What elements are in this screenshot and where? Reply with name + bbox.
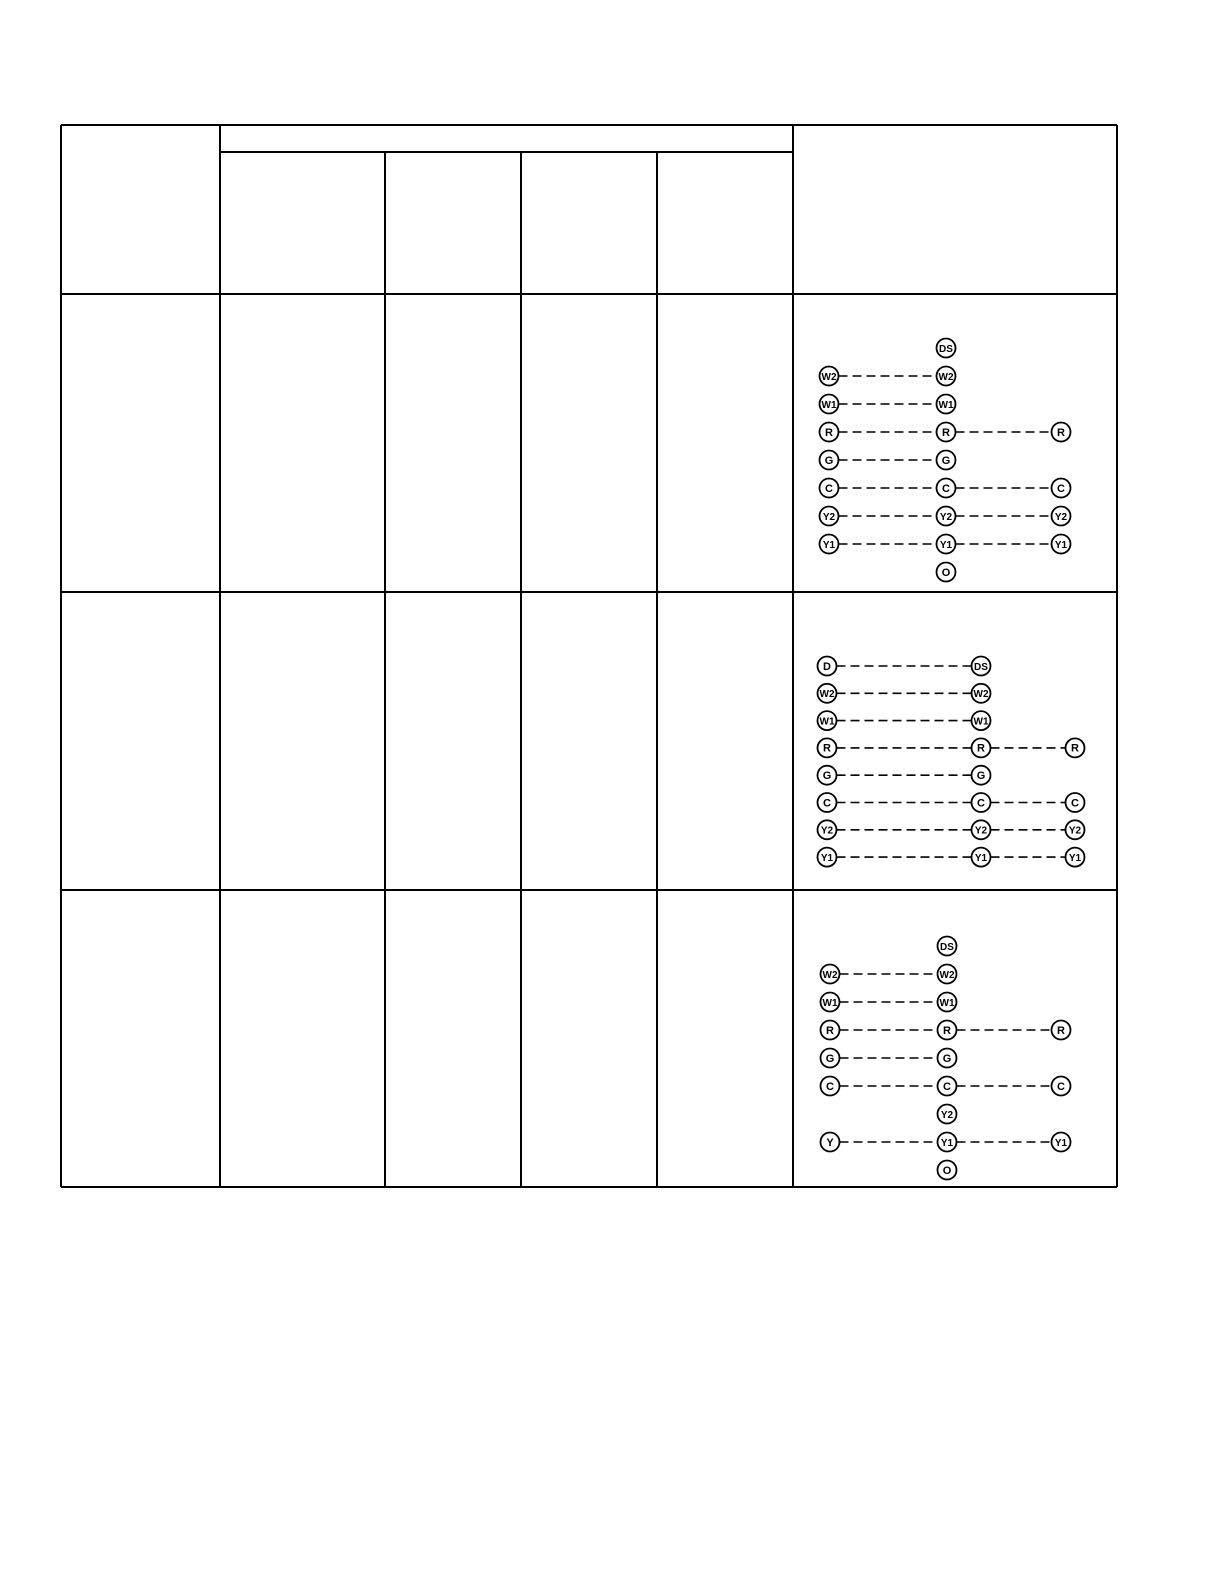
terminal-label: Y2 xyxy=(820,825,834,837)
terminal-left-r xyxy=(821,1021,840,1040)
terminal-left-y1 xyxy=(818,848,837,867)
wiring-diagrams xyxy=(818,339,1085,1180)
terminal-label: C xyxy=(1057,482,1065,495)
terminal-right-r xyxy=(1052,1021,1071,1040)
terminal-middle-w2 xyxy=(938,965,957,984)
terminal-label: W2 xyxy=(821,371,837,383)
terminal-middle-y2 xyxy=(937,507,956,526)
terminal-label: R xyxy=(1057,426,1065,439)
terminal-label: C xyxy=(826,1080,834,1093)
terminal-label: W1 xyxy=(973,716,989,728)
terminal-label: Y1 xyxy=(939,539,953,551)
wiring-diagram-row-1 xyxy=(820,339,1071,582)
terminal-label: C xyxy=(1071,797,1079,810)
terminal-label: Y2 xyxy=(822,511,836,523)
terminal-label: Y1 xyxy=(974,852,988,864)
terminal-left-w2 xyxy=(821,965,840,984)
terminal-middle-y1 xyxy=(937,535,956,554)
terminal-label: R xyxy=(823,742,831,755)
terminal-label: O xyxy=(942,1164,952,1177)
terminal-label: D xyxy=(823,660,831,673)
terminal-label: Y1 xyxy=(1054,539,1068,551)
terminal-label: G xyxy=(941,454,951,467)
terminal-right-c xyxy=(1066,793,1085,812)
terminal-label: R xyxy=(977,742,985,755)
table-grid-lines xyxy=(61,125,1117,1187)
terminal-label: Y xyxy=(826,1136,834,1149)
terminal-middle-w1 xyxy=(937,395,956,414)
terminal-label: Y1 xyxy=(820,852,834,864)
terminal-label: DS xyxy=(940,941,954,953)
terminal-left-y2 xyxy=(820,507,839,526)
terminal-label: Y1 xyxy=(940,1137,954,1149)
terminal-left-w2 xyxy=(820,367,839,386)
terminal-middle-c xyxy=(972,793,991,812)
terminal-middle-ds xyxy=(938,937,957,956)
terminal-middle-o xyxy=(937,563,956,582)
terminal-middle-w2 xyxy=(937,367,956,386)
terminal-middle-y1 xyxy=(938,1133,957,1152)
terminal-left-w2 xyxy=(818,684,837,703)
terminal-right-r xyxy=(1066,738,1085,757)
terminal-middle-r xyxy=(938,1021,957,1040)
terminal-middle-c xyxy=(937,479,956,498)
terminal-middle-y1 xyxy=(972,848,991,867)
terminal-left-g xyxy=(821,1049,840,1068)
terminal-middle-c xyxy=(938,1077,957,1096)
terminal-middle-w1 xyxy=(938,993,957,1012)
terminal-label: Y2 xyxy=(1054,511,1068,523)
terminal-label: G xyxy=(825,1052,835,1065)
terminal-left-g xyxy=(818,766,837,785)
terminal-middle-o xyxy=(938,1161,957,1180)
wiring-diagram-row-2 xyxy=(818,657,1085,867)
terminal-label: W1 xyxy=(819,716,835,728)
terminal-left-w1 xyxy=(820,395,839,414)
terminal-label: R xyxy=(825,426,833,439)
terminal-right-y2 xyxy=(1052,507,1071,526)
terminal-middle-w1 xyxy=(972,711,991,730)
terminal-left-y2 xyxy=(818,820,837,839)
terminal-middle-y2 xyxy=(938,1105,957,1124)
terminal-label: Y1 xyxy=(822,539,836,551)
terminal-label: Y2 xyxy=(940,1109,954,1121)
terminal-label: O xyxy=(941,566,951,579)
terminal-middle-y2 xyxy=(972,820,991,839)
terminal-label: C xyxy=(942,482,950,495)
terminal-label: Y2 xyxy=(1068,825,1082,837)
terminal-label: R xyxy=(942,426,950,439)
terminal-label: W2 xyxy=(819,689,835,701)
terminal-label: W1 xyxy=(821,399,837,411)
terminal-label: W1 xyxy=(938,399,954,411)
terminal-label: W1 xyxy=(822,997,838,1009)
terminal-right-y1 xyxy=(1052,1133,1071,1152)
terminal-middle-ds xyxy=(972,657,991,676)
terminal-left-g xyxy=(820,451,839,470)
terminal-middle-g xyxy=(938,1049,957,1068)
terminal-label: Y2 xyxy=(939,511,953,523)
terminal-left-c xyxy=(820,479,839,498)
terminal-label: R xyxy=(826,1024,834,1037)
terminal-label: C xyxy=(1057,1080,1065,1093)
wiring-diagram-row-3 xyxy=(821,937,1071,1180)
terminal-label: W2 xyxy=(939,969,955,981)
terminal-label: W2 xyxy=(973,689,989,701)
terminal-right-c xyxy=(1052,1077,1071,1096)
terminal-label: W2 xyxy=(822,969,838,981)
terminal-label: DS xyxy=(974,661,988,673)
terminal-label: G xyxy=(942,1052,952,1065)
terminal-right-y1 xyxy=(1066,848,1085,867)
terminal-left-w1 xyxy=(818,711,837,730)
terminal-right-r xyxy=(1052,423,1071,442)
terminal-label: C xyxy=(825,482,833,495)
terminal-middle-r xyxy=(937,423,956,442)
terminal-left-r xyxy=(818,738,837,757)
terminal-left-y xyxy=(821,1133,840,1152)
terminal-label: C xyxy=(823,797,831,810)
terminal-label: DS xyxy=(939,343,953,355)
terminal-label: G xyxy=(824,454,834,467)
terminal-right-y1 xyxy=(1052,535,1071,554)
terminal-label: C xyxy=(977,797,985,810)
terminal-middle-ds xyxy=(937,339,956,358)
terminal-left-y1 xyxy=(820,535,839,554)
terminal-label: R xyxy=(1071,742,1079,755)
terminal-right-y2 xyxy=(1066,820,1085,839)
terminal-label: C xyxy=(943,1080,951,1093)
terminal-middle-w2 xyxy=(972,684,991,703)
terminal-left-d xyxy=(818,657,837,676)
terminal-middle-g xyxy=(972,766,991,785)
terminal-label: G xyxy=(976,770,986,782)
terminal-left-c xyxy=(821,1077,840,1096)
terminal-left-r xyxy=(820,423,839,442)
terminal-label: R xyxy=(943,1024,951,1037)
terminal-label: Y1 xyxy=(1068,852,1082,864)
terminal-label: Y1 xyxy=(1054,1137,1068,1149)
terminal-label: R xyxy=(1057,1024,1065,1037)
terminal-left-c xyxy=(818,793,837,812)
terminal-left-w1 xyxy=(821,993,840,1012)
terminal-middle-g xyxy=(937,451,956,470)
terminal-middle-r xyxy=(972,738,991,757)
terminal-label: Y2 xyxy=(974,825,988,837)
terminal-label: G xyxy=(822,770,832,782)
terminal-label: W1 xyxy=(939,997,955,1009)
terminal-label: W2 xyxy=(938,371,954,383)
terminal-right-c xyxy=(1052,479,1071,498)
